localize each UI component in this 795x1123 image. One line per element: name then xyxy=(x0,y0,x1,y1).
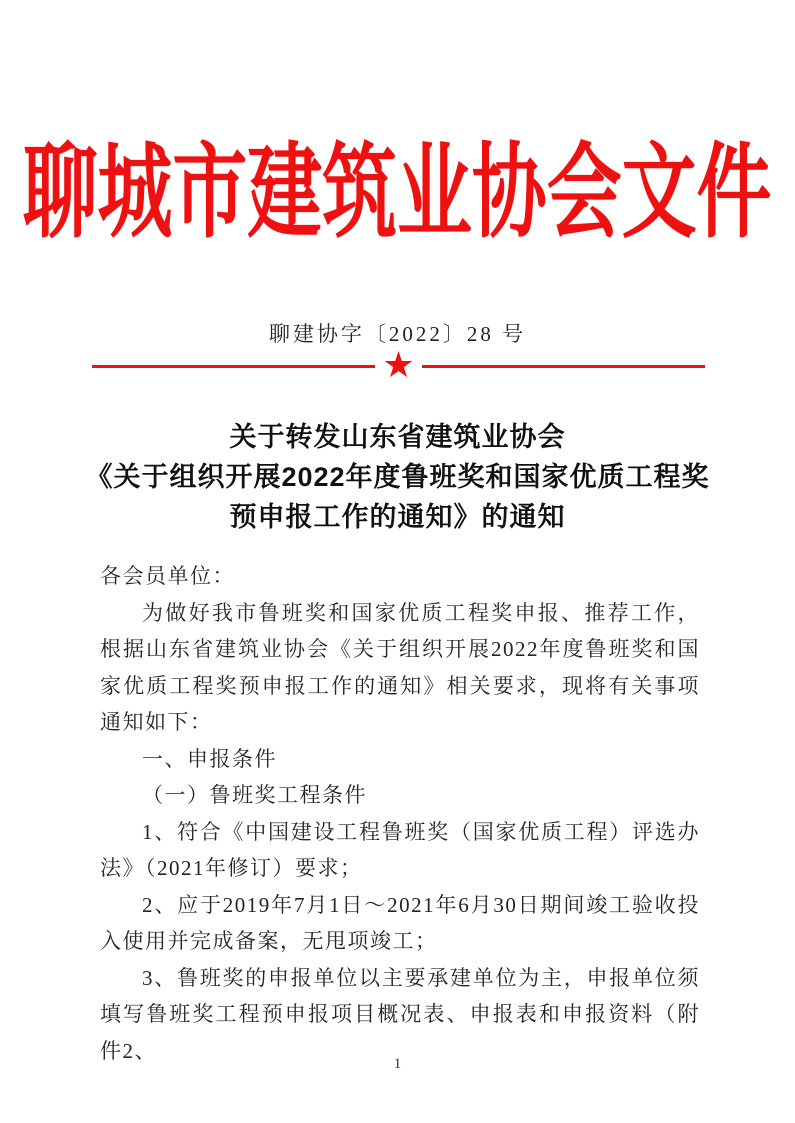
title-line-1: 关于转发山东省建筑业协会 xyxy=(229,422,566,452)
star-icon: ★ xyxy=(382,345,415,386)
red-header-banner xyxy=(0,134,795,250)
divider-rule-left xyxy=(92,365,375,368)
section-heading-1: 一、申报条件 xyxy=(142,746,277,771)
page-number: 1 xyxy=(393,1056,402,1072)
divider-rule-right xyxy=(422,365,705,368)
subsection-heading-1: （一）鲁班奖工程条件 xyxy=(142,783,367,807)
organization-title: 聊城市建筑业协会文件 xyxy=(23,134,772,250)
title-line-3: 预申报工作的通知》的通知 xyxy=(229,502,566,532)
list-item-3: 3、鲁班奖的申报单位以主要承建单位为主，申报单位须填写鲁班奖工程预申报项目概况表、申报表和申报资料（附件2、 xyxy=(100,965,700,1063)
salutation: 各会员单位： xyxy=(100,564,235,588)
red-divider xyxy=(92,346,705,386)
list-item-1: 1、符合《中国建设工程鲁班奖（国家优质工程）评选办法》（2021年修订）要求； xyxy=(100,819,700,880)
document-title xyxy=(0,417,795,537)
document-body xyxy=(100,558,700,1069)
paragraph-intro: 为做好我市鲁班奖和国家优质工程奖申报、推荐工作，根据山东省建筑业协会《关于组织开展2022年度鲁班奖和国家优质工程奖预申报工作的通知》相关要求，现将有关事项通知如下： xyxy=(100,600,700,734)
title-line-2: 《关于组织开展2022年度鲁班奖和国家优质工程奖 xyxy=(85,462,710,492)
document-number: 聊建协字〔2022〕28 号 xyxy=(268,322,527,346)
list-item-2: 2、应于2019年7月1日～2021年6月30日期间竣工验收投入使用并完成备案，无甩项竣工； xyxy=(100,892,700,953)
